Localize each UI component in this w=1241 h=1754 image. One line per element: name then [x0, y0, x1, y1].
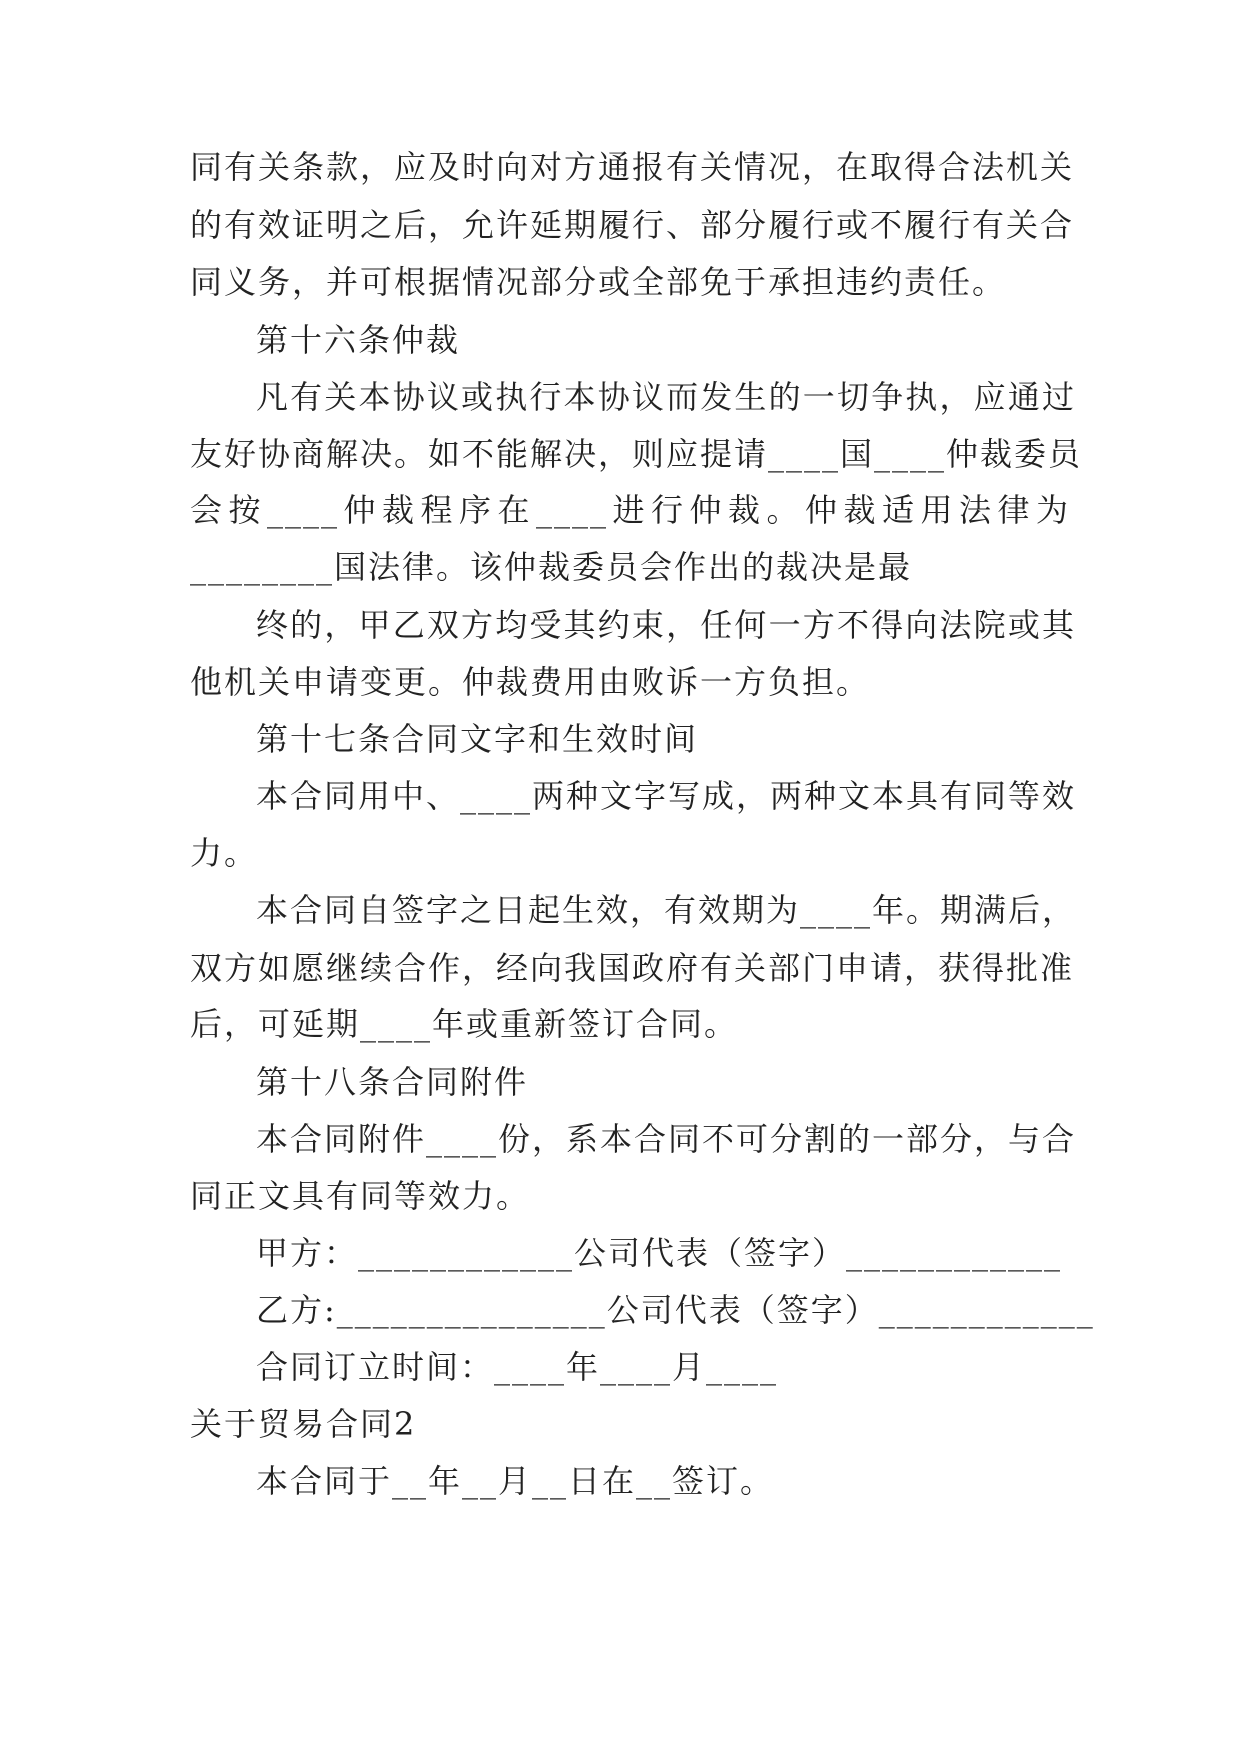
- signature-line-party-b: 乙方:_______________公司代表（签字）____________: [256, 1291, 1095, 1329]
- paragraph-line: ________国法律。该仲裁委员会作出的裁决是最: [190, 548, 913, 586]
- paragraph-line: 双方如愿继续合作，经向我国政府有关部门申请，获得批准: [190, 949, 1075, 987]
- paragraph-line: 本合同附件____份，系本合同不可分割的一部分，与合: [256, 1120, 1077, 1158]
- paragraph-line: 凡有关本协议或执行本协议而发生的一切争执，应通过: [256, 378, 1076, 416]
- paragraph-line: 后，可延期____年或重新签订合同。: [190, 1005, 739, 1043]
- contract-date-line: 合同订立时间：____年____月____: [256, 1348, 779, 1386]
- signature-line-party-a: 甲方：____________公司代表（签字）____________: [256, 1234, 1063, 1272]
- section-heading: 第十七条合同文字和生效时间: [256, 720, 699, 758]
- paragraph-line: 友好协商解决。如不能解决，则应提请____国____仲裁委员: [190, 435, 1083, 473]
- paragraph-line: 同有关条款，应及时向对方通报有关情况，在取得合法机关: [190, 148, 1075, 186]
- paragraph-line: 本合同自签字之日起生效，有效期为____年。期满后，: [256, 891, 1077, 929]
- paragraph-line: 同义务，并可根据情况部分或全部免于承担违约责任。: [190, 263, 1007, 301]
- paragraph-line: 力。: [190, 834, 259, 872]
- contract-title: 关于贸易合同2: [190, 1405, 417, 1443]
- paragraph-line: 会按____仲裁程序在____进行仲裁。仲裁适用法律为: [190, 491, 1070, 529]
- paragraph-line: 终的，甲乙双方均受其约束，任何一方不得向法院或其: [256, 606, 1076, 644]
- section-heading: 第十六条仲裁: [256, 321, 461, 359]
- paragraph-line: 本合同于__年__月__日在__签订。: [256, 1462, 775, 1500]
- paragraph-line: 的有效证明之后，允许延期履行、部分履行或不履行有关合: [190, 206, 1075, 244]
- paragraph-line: 他机关申请变更。仲裁费用由败诉一方负担。: [190, 663, 871, 701]
- section-heading: 第十八条合同附件: [256, 1063, 529, 1101]
- paragraph-line: 同正文具有同等效力。: [190, 1177, 531, 1215]
- paragraph-line: 本合同用中、____两种文字写成，两种文本具有同等效: [256, 777, 1077, 815]
